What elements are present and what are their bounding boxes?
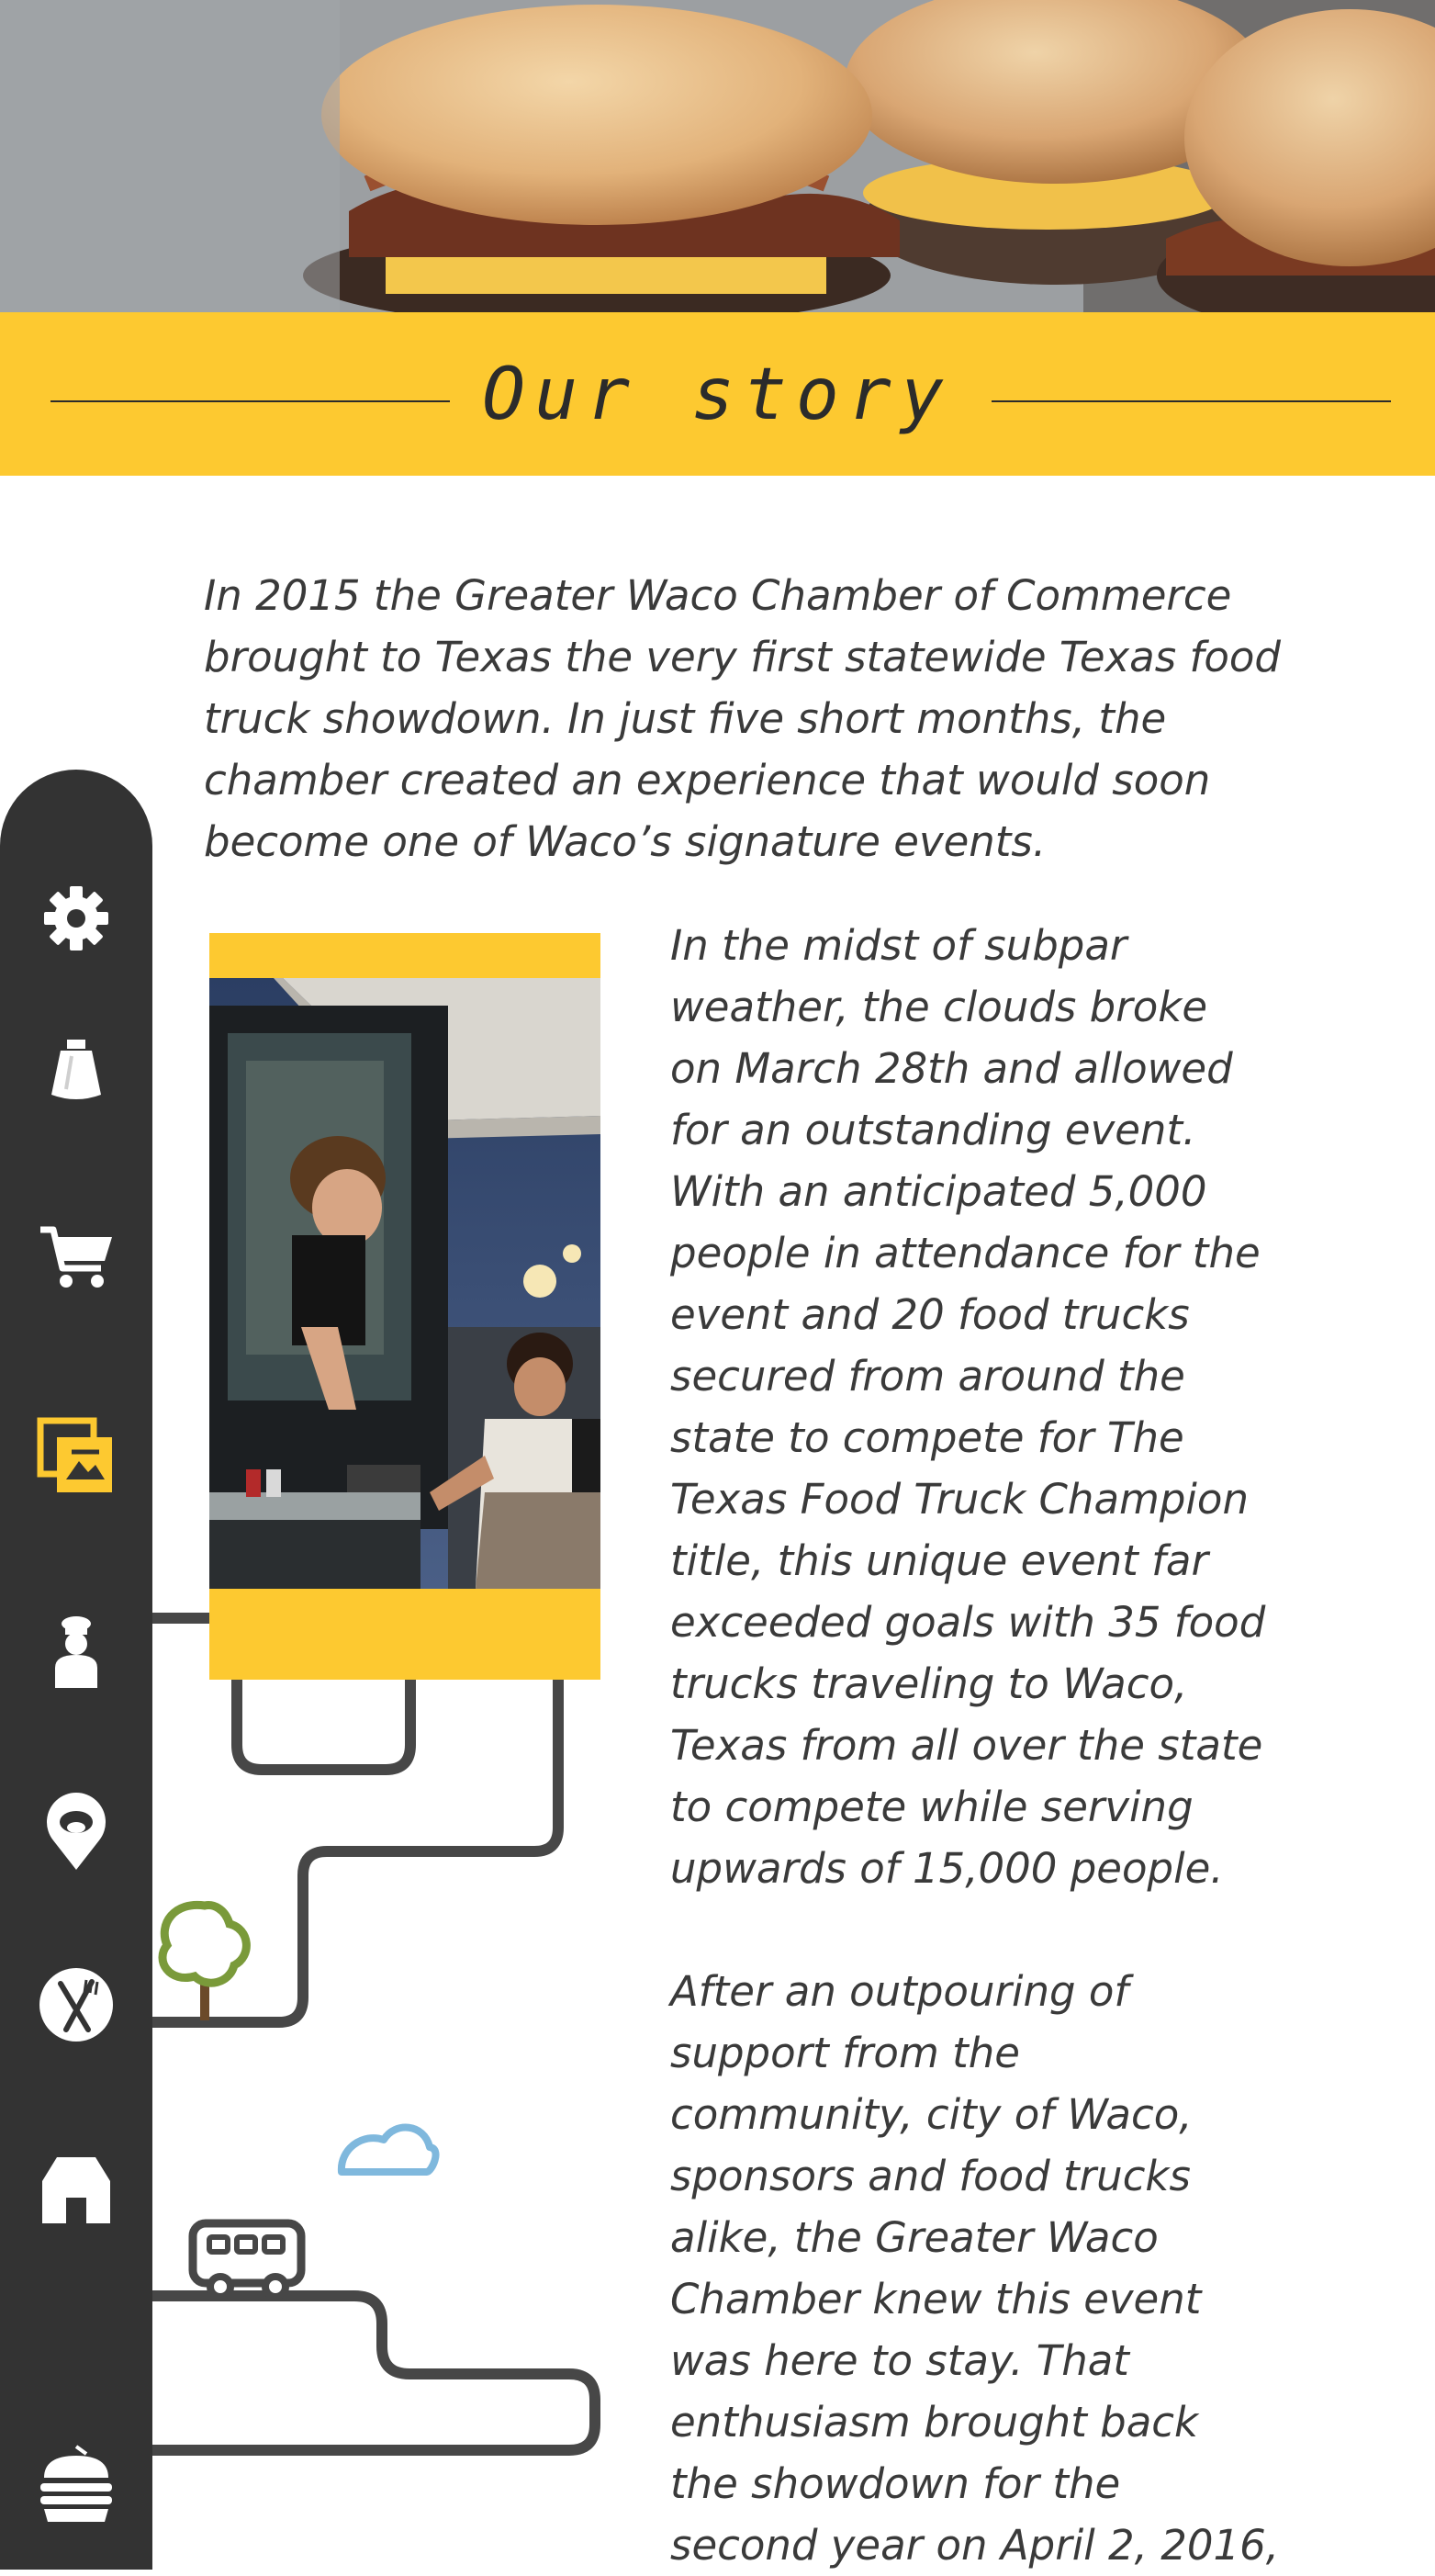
location-pin-icon[interactable] [35, 1789, 118, 1872]
page-title: Our story [482, 354, 953, 436]
story-paragraph-1: In the midst of subpar weather, the clouds broke on March 28th and allowed for an outstanding event. With an anticipated 5,000 people in attendance for the event and 20 food trucks secured from around the state to compete for The Texas Food Truck Champion title, this unique event far exceeded goals with 35 food trucks traveling to Waco, Texas from all over the state to compete while serving upwards of 15,000 people. [670, 921, 1266, 1893]
burger-photo [0, 0, 1435, 312]
road-path-middle [152, 1680, 558, 2022]
cloud-icon [342, 2128, 436, 2172]
story-body [670, 915, 1331, 2576]
shopping-cart-icon[interactable] [35, 1217, 118, 1299]
title-rule-left [50, 400, 450, 402]
gear-icon[interactable] [35, 877, 118, 960]
cowbell-icon[interactable] [35, 1029, 118, 1111]
burger-icon[interactable] [35, 2441, 118, 2524]
bus-icon [193, 2223, 301, 2297]
hero-burger-image [0, 0, 1435, 312]
intro-paragraph: In 2015 the Greater Waco Chamber of Commerce brought to Texas the very first statewide Texas food truck showdown. In just five short months, the chamber created an experience that would soon become one of Waco’s signature events. [204, 571, 1281, 866]
fork-knife-icon[interactable] [35, 1963, 118, 2046]
barn-icon[interactable] [35, 2144, 118, 2227]
title-rule-right [992, 400, 1391, 402]
sidebar-nav [0, 770, 152, 2570]
gallery-icon[interactable] [35, 1415, 118, 1498]
road-path-lower [152, 2296, 595, 2450]
food-truck-photo [209, 978, 600, 1589]
section-title-banner [0, 312, 1435, 476]
road-path-loop [237, 1680, 410, 1770]
chef-icon[interactable] [35, 1607, 118, 1690]
tree-icon [163, 1905, 246, 2020]
story-paragraph-2: After an outpouring of support from the community, city of Waco, sponsors and food trucks alike, the Greater Waco Chamber knew this event was here to stay. That enthusiasm brought back the showdown for the second year on April 2, 2016, [670, 1967, 1280, 2570]
